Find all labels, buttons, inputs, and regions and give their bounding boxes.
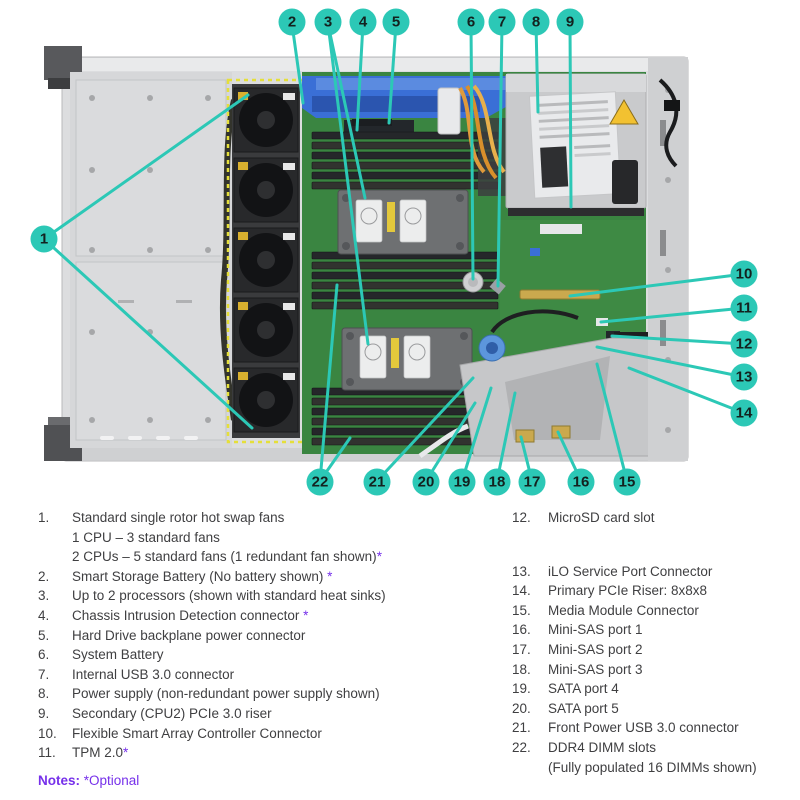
callout-5: 5 bbox=[383, 9, 410, 36]
legend-item-text: 1 CPU – 3 standard fans bbox=[72, 529, 220, 545]
legend-item-text: Media Module Connector bbox=[548, 602, 699, 618]
legend-item-number: 4. bbox=[38, 607, 50, 623]
legend-item bbox=[38, 606, 500, 626]
callout-2: 2 bbox=[279, 9, 306, 36]
callout-10: 10 bbox=[731, 261, 758, 288]
legend-item bbox=[38, 645, 500, 665]
psu-barcode bbox=[540, 146, 568, 187]
callout-1: 1 bbox=[31, 226, 58, 253]
legend-item-number bbox=[38, 547, 72, 567]
legend-item bbox=[512, 699, 794, 719]
legend-item bbox=[512, 620, 794, 640]
rear-wall bbox=[648, 57, 688, 461]
legend-item-text: Front Power USB 3.0 connector bbox=[548, 720, 739, 736]
legend-item-number: 19. bbox=[512, 681, 531, 697]
legend-item-text: DDR4 DIMM slots bbox=[548, 739, 657, 755]
legend-item-number: 17. bbox=[512, 641, 531, 657]
legend-item-number: 15. bbox=[512, 602, 531, 618]
callout-3: 3 bbox=[315, 9, 342, 36]
callout-4: 4 bbox=[350, 9, 377, 36]
callout-line-9 bbox=[570, 24, 571, 207]
power-connector bbox=[438, 88, 460, 134]
legend-item-number: 16. bbox=[512, 622, 531, 638]
callout-17: 17 bbox=[519, 469, 546, 496]
legend-item bbox=[512, 562, 794, 582]
legend-item bbox=[38, 508, 500, 528]
callout-12: 12 bbox=[731, 331, 758, 358]
legend-item-number: 13. bbox=[512, 563, 531, 579]
legend-item-text: iLO Service Port Connector bbox=[548, 563, 713, 579]
callout-11: 11 bbox=[731, 295, 758, 322]
legend-item bbox=[38, 684, 500, 704]
fan-module bbox=[234, 228, 298, 292]
notes-text: *Optional bbox=[80, 773, 140, 788]
callout-6: 6 bbox=[458, 9, 485, 36]
legend-item-text: (Fully populated 16 DIMMs shown) bbox=[548, 759, 757, 775]
legend-right-column bbox=[512, 508, 794, 777]
legend-item bbox=[512, 640, 794, 660]
psu-handle bbox=[612, 160, 638, 204]
legend-item bbox=[512, 581, 794, 601]
legend-item bbox=[38, 528, 500, 548]
callout-19: 19 bbox=[449, 469, 476, 496]
legend-item bbox=[512, 718, 794, 738]
callout-18: 18 bbox=[484, 469, 511, 496]
legend-item-text: Mini-SAS port 1 bbox=[548, 622, 643, 638]
legend-item bbox=[512, 508, 794, 528]
fan-module bbox=[234, 368, 298, 432]
legend-item bbox=[512, 660, 794, 680]
legend-item-number bbox=[512, 758, 548, 778]
board-jumper bbox=[530, 248, 540, 256]
notes-label: Notes: bbox=[38, 773, 81, 788]
callout-13: 13 bbox=[731, 364, 758, 391]
callout-21: 21 bbox=[364, 469, 391, 496]
callout-line-8 bbox=[536, 24, 538, 112]
legend-item-text: MicroSD card slot bbox=[548, 510, 655, 525]
secondary-riser-slot bbox=[508, 208, 644, 216]
chassis bbox=[44, 46, 688, 461]
mini-sas-port bbox=[516, 430, 534, 442]
legend-item bbox=[38, 724, 500, 744]
callout-9: 9 bbox=[557, 9, 584, 36]
legend-item-number: 5. bbox=[38, 627, 50, 643]
callout-14: 14 bbox=[731, 400, 758, 427]
legend-item bbox=[512, 758, 794, 778]
legend-item-text: SATA port 4 bbox=[548, 681, 619, 697]
legend-item-text: Hard Drive backplane power connector bbox=[72, 627, 306, 643]
legend-item bbox=[38, 665, 500, 685]
cpu1-heatsink bbox=[338, 190, 468, 254]
legend-item-number: 6. bbox=[38, 647, 50, 663]
callout-20: 20 bbox=[413, 469, 440, 496]
legend-item bbox=[38, 626, 500, 646]
legend-item bbox=[512, 738, 794, 758]
legend-item bbox=[512, 679, 794, 699]
legend-item-number: 9. bbox=[38, 705, 50, 721]
legend-item-text: System Battery bbox=[72, 647, 164, 663]
legend-item-text: Flexible Smart Array Controller Connector bbox=[72, 725, 322, 741]
legend-gap bbox=[512, 528, 794, 562]
callout-15: 15 bbox=[614, 469, 641, 496]
legend-item-number: 2. bbox=[38, 568, 50, 584]
legend-item-text: Power supply (non-redundant power supply shown) bbox=[72, 686, 380, 702]
fan-bank bbox=[223, 80, 304, 442]
legend-item-text: Mini-SAS port 3 bbox=[548, 661, 643, 677]
legend-item bbox=[512, 601, 794, 621]
legend-item bbox=[38, 704, 500, 724]
board-label bbox=[540, 224, 582, 234]
legend-item-text: Smart Storage Battery (No battery shown) * bbox=[72, 568, 333, 584]
legend-item-text: TPM 2.0* bbox=[72, 745, 129, 761]
legend-item-number: 8. bbox=[38, 686, 50, 702]
legend-item-text: Internal USB 3.0 connector bbox=[72, 666, 235, 682]
legend-item-number: 11. bbox=[38, 745, 56, 761]
legend-item-number: 20. bbox=[512, 700, 531, 716]
cpu2-heatsink bbox=[342, 328, 472, 390]
thumbscrew-center bbox=[486, 342, 498, 354]
legend-item-text: Up to 2 processors (shown with standard heat sinks) bbox=[72, 588, 386, 604]
legend-item-number: 12. bbox=[512, 510, 531, 525]
legend-item-number: 10. bbox=[38, 725, 57, 741]
legend-item-text: SATA port 5 bbox=[548, 700, 619, 716]
legend-item bbox=[38, 743, 500, 763]
legend-left-column bbox=[38, 508, 500, 763]
legend-item-text: 2 CPUs – 5 standard fans (1 redundant fan shown)* bbox=[72, 549, 382, 565]
legend-item-text: Standard single rotor hot swap fans bbox=[72, 510, 285, 525]
fan-module bbox=[234, 298, 298, 362]
legend-item-number bbox=[38, 528, 72, 548]
legend-item-number: 18. bbox=[512, 661, 531, 677]
drive-bay-area bbox=[70, 72, 232, 448]
legend-item-text: Secondary (CPU2) PCIe 3.0 riser bbox=[72, 705, 272, 721]
legend-item-text: Primary PCIe Riser: 8x8x8 bbox=[548, 583, 708, 599]
legend-item bbox=[38, 586, 500, 606]
legend-item-text: Mini-SAS port 2 bbox=[548, 641, 643, 657]
fan-module bbox=[234, 158, 298, 222]
legend-item-number: 21. bbox=[512, 720, 531, 736]
legend-item-number: 1. bbox=[38, 510, 50, 525]
legend-item-text: Chassis Intrusion Detection connector * bbox=[72, 607, 309, 623]
legend-item bbox=[38, 547, 500, 567]
legend-item bbox=[38, 567, 500, 587]
callout-16: 16 bbox=[568, 469, 595, 496]
callout-7: 7 bbox=[489, 9, 516, 36]
notes bbox=[38, 771, 139, 790]
legend-item-number: 22. bbox=[512, 739, 531, 755]
power-supply bbox=[506, 74, 646, 216]
legend-item-number: 3. bbox=[38, 588, 50, 604]
legend-item-number: 7. bbox=[38, 666, 50, 682]
callout-line-6 bbox=[471, 24, 473, 279]
callout-22: 22 bbox=[307, 469, 334, 496]
legend-item-number: 14. bbox=[512, 583, 531, 599]
callout-8: 8 bbox=[523, 9, 550, 36]
